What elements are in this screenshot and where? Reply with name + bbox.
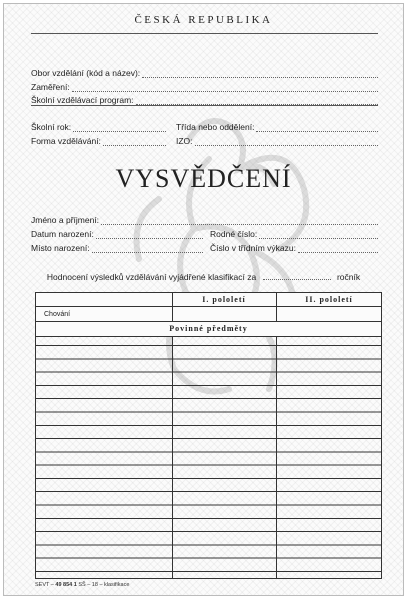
assessment-prefix: Hodnocení výsledků vzdělávání vyjádřené klasifikací za xyxy=(46,272,257,282)
register-number-input[interactable] xyxy=(298,245,378,253)
first-term-header: I. pololetí xyxy=(202,295,246,304)
form-footer xyxy=(35,582,129,588)
middle-divider xyxy=(31,105,378,106)
school-year-input[interactable] xyxy=(73,124,166,132)
compulsory-subjects-header: Povinné předměty xyxy=(169,324,248,333)
name-input[interactable] xyxy=(101,217,378,225)
footer-publisher: SEVT – xyxy=(35,582,54,588)
assessment-line xyxy=(4,272,403,282)
birth-place-label: Místo narození: xyxy=(31,243,90,253)
birth-number-label: Rodné číslo: xyxy=(210,229,258,239)
certificate-sheet xyxy=(3,3,404,596)
grade-year-input[interactable] xyxy=(263,279,331,280)
izo-row xyxy=(176,136,378,146)
top-divider xyxy=(31,33,378,34)
specialization-input[interactable] xyxy=(72,84,378,92)
class-label: Třída nebo oddělení: xyxy=(176,122,255,132)
assessment-suffix: ročník xyxy=(336,272,361,282)
form-label: Forma vzdělávání: xyxy=(31,136,101,146)
birth-date-row xyxy=(31,229,203,239)
field-of-study-label: Obor vzdělání (kód a název): xyxy=(31,68,141,78)
footer-code: 49 854 1 xyxy=(55,582,77,588)
footer-note: SŠ – 18 – klasifikace xyxy=(78,582,130,588)
name-row xyxy=(31,215,378,225)
izo-input[interactable] xyxy=(195,138,378,146)
izo-label: IZO: xyxy=(176,136,193,146)
school-year-label: Školní rok: xyxy=(31,122,72,132)
specialization-label: Zaměření: xyxy=(31,82,70,92)
field-of-study-row xyxy=(31,68,378,78)
birth-number-row xyxy=(210,229,378,239)
birth-date-input[interactable] xyxy=(96,231,203,239)
birth-place-input[interactable] xyxy=(92,245,203,253)
birth-date-label: Datum narození: xyxy=(31,229,94,239)
register-number-label: Číslo v třídním výkazu: xyxy=(210,243,296,253)
second-term-header: II. pololetí xyxy=(305,295,353,304)
birth-place-row xyxy=(31,243,203,253)
country-heading: ČESKÁ REPUBLIKA xyxy=(134,14,273,26)
certificate-title: VYSVĚDČENÍ xyxy=(115,164,292,193)
conduct-label: Chování xyxy=(44,311,71,318)
programme-label: Školní vzdělávací program: xyxy=(31,95,134,105)
programme-input[interactable] xyxy=(136,97,378,105)
grades-table xyxy=(35,292,382,579)
register-number-row xyxy=(210,243,378,253)
name-label: Jméno a příjmení: xyxy=(31,215,100,225)
birth-number-input[interactable] xyxy=(259,231,378,239)
school-year-row xyxy=(31,122,166,132)
class-row xyxy=(176,122,378,132)
table-header-divider xyxy=(36,306,381,307)
class-input[interactable] xyxy=(256,124,378,132)
programme-row xyxy=(31,95,378,105)
field-of-study-input[interactable] xyxy=(142,70,378,78)
form-row xyxy=(31,136,166,146)
form-input[interactable] xyxy=(103,138,166,146)
specialization-row xyxy=(31,82,378,92)
